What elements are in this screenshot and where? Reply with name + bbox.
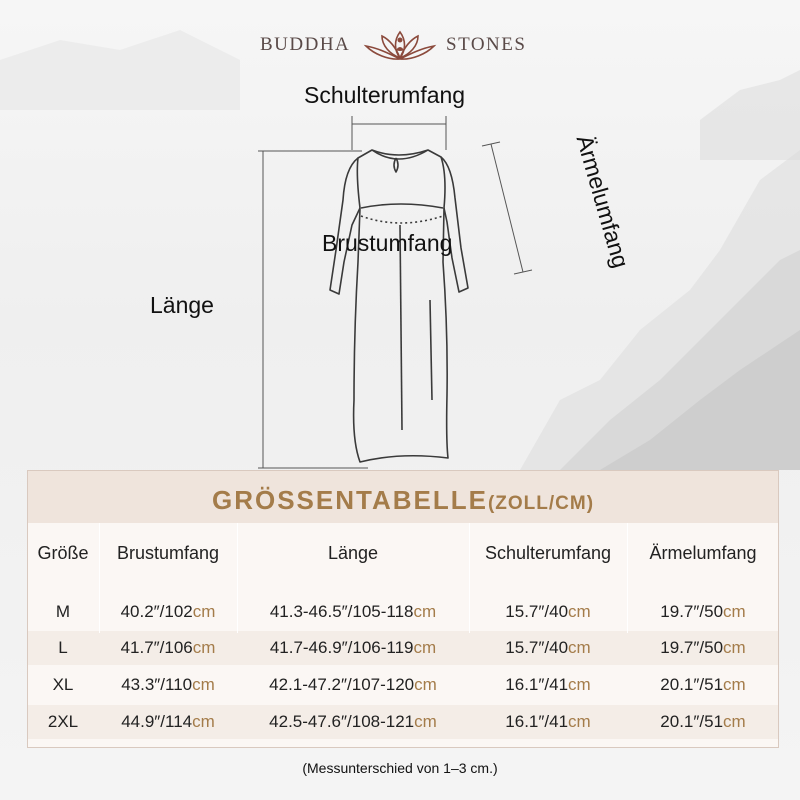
cell-unit: cm — [414, 675, 437, 694]
shoulder-label: Schulterumfang — [304, 82, 466, 108]
cell-aermel — [628, 595, 778, 629]
cell-unit: cm — [192, 712, 215, 731]
measurement-footnote: (Messunterschied von 1–3 cm.) — [302, 760, 498, 776]
cell-unit: cm — [192, 675, 215, 694]
cell-laenge — [238, 668, 468, 702]
cell-unit: cm — [723, 712, 746, 731]
column-divider — [469, 523, 470, 633]
cell-value: 41.7-46.9″/106-119 — [269, 638, 414, 657]
cell-value: 43.3″/110 — [121, 675, 193, 694]
cell-value: 19.7″/50 — [660, 638, 724, 657]
table-title-unit: (ZOLL/CM) — [487, 493, 595, 514]
cell-unit: cm — [414, 712, 437, 731]
cell-value: 19.7″/50 — [660, 602, 724, 621]
length-label: Länge — [150, 292, 214, 318]
cell-unit: cm — [192, 602, 216, 621]
column-divider — [99, 523, 100, 633]
cell-unit: cm — [723, 602, 746, 621]
cell-value: 2XL — [47, 712, 79, 731]
cell-value: 42.5-47.6″/108-121 — [269, 712, 415, 731]
table-row — [28, 595, 778, 629]
table-row — [28, 631, 778, 665]
cell-unit: cm — [568, 638, 591, 657]
left-sleeve — [330, 158, 360, 294]
cell-value: 15.7″/40 — [505, 638, 569, 657]
header-schulter: Schulterumfang — [484, 542, 612, 563]
cell-unit: cm — [723, 675, 746, 694]
cell-unit: cm — [568, 712, 591, 731]
table-row — [28, 668, 778, 702]
cell-value: M — [55, 602, 71, 621]
cell-size — [28, 595, 98, 629]
size-table — [27, 470, 779, 748]
cell-aermel — [628, 668, 778, 702]
cell-aermel — [628, 631, 778, 665]
column-divider — [627, 523, 628, 633]
cell-size — [28, 631, 98, 665]
cell-brust — [100, 595, 236, 629]
cell-value: 16.1″/41 — [505, 675, 569, 694]
header-laenge: Länge — [327, 542, 379, 563]
cell-schulter — [470, 668, 626, 702]
table-header-row — [28, 529, 778, 577]
cell-brust — [100, 705, 236, 739]
cell-brust — [100, 631, 236, 665]
cell-value: 44.9″/114 — [121, 712, 193, 731]
cell-value: 41.7″/106 — [120, 638, 193, 657]
cell-unit: cm — [568, 675, 591, 694]
header-brust: Brustumfang — [116, 542, 220, 563]
header-aermel: Ärmelumfang — [649, 542, 757, 563]
cell-value: XL — [52, 675, 74, 694]
cell-aermel — [628, 705, 778, 739]
table-title-bar — [28, 471, 778, 523]
table-title: GRÖSSENTABELLE — [211, 485, 488, 515]
cell-unit: cm — [413, 638, 437, 657]
cell-brust — [100, 668, 236, 702]
brand-right: STONES — [446, 34, 527, 55]
cell-laenge — [238, 705, 468, 739]
cell-unit: cm — [192, 638, 216, 657]
cell-value: 20.1″/51 — [660, 712, 724, 731]
cell-value: 40.2″/102 — [120, 602, 193, 621]
cell-schulter — [470, 595, 626, 629]
cell-schulter — [470, 631, 626, 665]
cell-unit: cm — [413, 602, 437, 621]
cell-value: L — [58, 638, 68, 657]
cell-value: 16.1″/41 — [505, 712, 569, 731]
cell-unit: cm — [723, 638, 746, 657]
cell-size — [28, 668, 98, 702]
cell-value: 42.1-47.2″/107-120 — [269, 675, 415, 694]
cell-value: 20.1″/51 — [660, 675, 724, 694]
table-row — [28, 705, 778, 739]
cell-value: 41.3-46.5″/105-118 — [269, 602, 414, 621]
cell-laenge — [238, 631, 468, 665]
cell-value: 15.7″/40 — [505, 602, 569, 621]
brand-left: BUDDHA — [260, 34, 351, 55]
cell-schulter — [470, 705, 626, 739]
cell-laenge — [238, 595, 468, 629]
header-size: Größe — [37, 542, 89, 563]
column-divider — [237, 523, 238, 633]
sleeve-label: Ärmelumfang — [571, 132, 635, 271]
cell-unit: cm — [568, 602, 591, 621]
chest-label: Brustumfang — [322, 230, 453, 256]
cell-size — [28, 705, 98, 739]
